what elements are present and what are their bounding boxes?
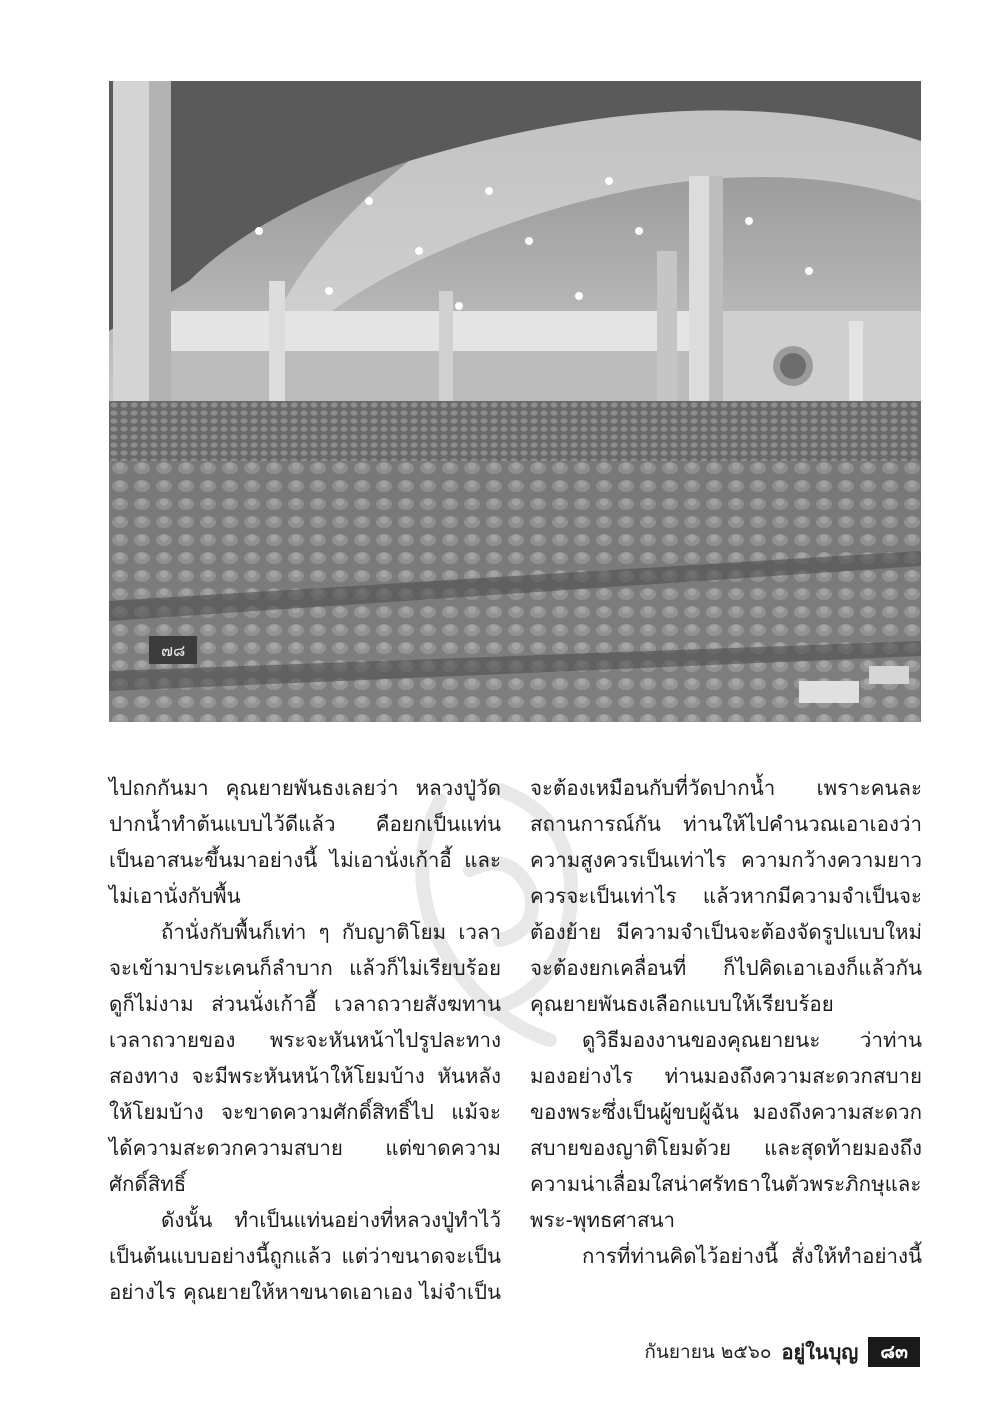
text-column-right (530, 770, 922, 1274)
hall-photo (109, 81, 921, 722)
monks-in-hall-photo (109, 81, 921, 722)
paragraph: ดังนั้น ทำเป็นแท่นอย่างที่หลวงปู่ทำไว้เป็นต้นแบบอย่างนี้ถูกแล้ว แต่ว่าขนาดจะเป็นอย่างไร คุณยายให้หาขนาดเอาเอง ไม่จำเป็น (109, 1208, 501, 1304)
page-number: ๘๓ (868, 1337, 920, 1367)
text-column-left (109, 770, 501, 1310)
paragraph: จะต้องเหมือนกับที่วัดปากน้ำ เพราะคนละสถานการณ์กัน ท่านให้ไปคำนวณเอาเองว่าความสูงควรเป็นเท่าไร ความกว้างความยาวควรจะเป็นเท่าไร แล้วหากมีความจำเป็นจะต้องย้าย มีความจำเป็นจะต้องจัดรูปแบบใหม่จะต้องยกเคลื่อนที่ ก็ไปคิดเอาเองก็แล้วกันคุณยายพันธงเลือกแบบให้เรียบร้อย (530, 776, 922, 1016)
row-marker: ๗๘ (161, 641, 186, 660)
issue-date: กันยายน ๒๕๖๐ (644, 1341, 772, 1363)
paragraph: การที่ท่านคิดไว้อย่างนี้ สั่งให้ทำอย่างนี้ (582, 1244, 922, 1268)
paragraph: ดูวิธีมองงานของคุณยายนะ ว่าท่านมองอย่างไร ท่านมองถึงความสะดวกสบายของพระซึ่งเป็นผู้ขบผู้ฉัน มองถึงความสะดวกสบายของญาติโยมด้วย และสุดท้ายมองถึงความน่าเลื่อมใสน่าศรัทธาในตัวพระภิกษุและพระ-พุทธศาสนา (530, 1028, 922, 1232)
paragraph: ถ้านั่งกับพื้นก็เท่า ๆ กับญาติโยม เวลาจะเข้ามาประเคนก็ลำบาก แล้วก็ไม่เรียบร้อยดูก็ไม่งาม ส่วนนั่งเก้าอี้ เวลาถวายสังฆทานเวลาถวายของ พระจะหันหน้าไปรูปละทางสองทาง จะมีพระหันหน้าให้โยมบ้าง หันหลังให้โยมบ้าง จะขาดความศักดิ์สิทธิ์ไป แม้จะได้ความสะดวกความสบาย แต่ขาดความศักดิ์สิทธิ์ (109, 920, 501, 1196)
page-footer (644, 1336, 920, 1368)
magazine-title: อยู่ในบุญ (781, 1340, 859, 1364)
paragraph: ไปถกกันมา คุณยายพันธงเลยว่า หลวงปู่วัดปากน้ำทำต้นแบบไว้ดีแล้ว คือยกเป็นแท่นเป็นอาสนะขึ้นมาอย่างนี้ ไม่เอานั่งเก้าอี้ และไม่เอานั่งกับพื้น (109, 776, 501, 908)
